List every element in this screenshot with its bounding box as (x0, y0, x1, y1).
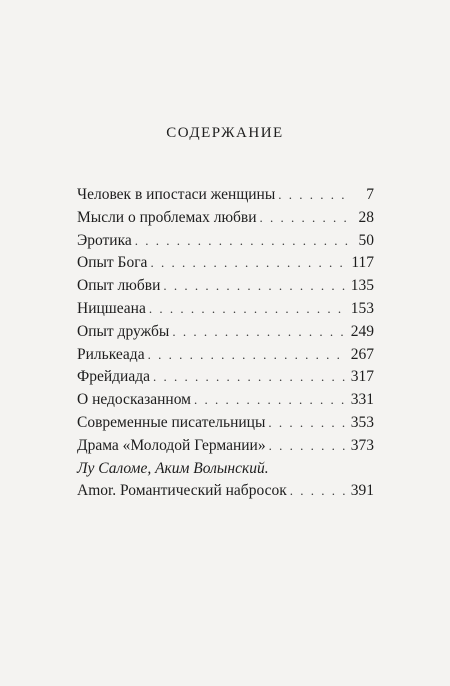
toc-entry (77, 344, 374, 367)
toc-entry-page: 28 (358, 208, 374, 226)
toc-entry-page: 135 (350, 277, 374, 295)
toc-entry-label: Amor. Романтический набросок (77, 482, 287, 500)
dot-leader (153, 366, 347, 389)
toc-entry-label: Человек в ипостаси женщины (77, 186, 276, 203)
toc-entry-page: 267 (350, 345, 374, 363)
dot-leader (148, 344, 347, 367)
toc-entry-page: 391 (350, 482, 374, 500)
toc-entry (77, 366, 374, 389)
toc-entry-label: Мысли о проблемах любви (77, 208, 257, 226)
toc-list (77, 184, 374, 503)
dot-leader (194, 389, 347, 412)
toc-entry (77, 389, 374, 412)
toc-entry (77, 252, 374, 275)
toc-entry-label: Ницшеана (77, 299, 146, 317)
toc-entry-page: 249 (350, 322, 374, 340)
toc-entry-label: Опыт дружбы (77, 322, 170, 340)
dot-leader (278, 184, 348, 207)
toc-entry-label: Опыт Бога (77, 254, 148, 272)
toc-entry (77, 321, 374, 344)
dot-leader (269, 435, 347, 458)
dot-leader (149, 298, 347, 321)
toc-entry (77, 184, 374, 207)
toc-entry-label: О недосказанном (77, 391, 191, 409)
toc-entry-page: 117 (351, 254, 374, 272)
dot-leader (268, 412, 346, 435)
toc-entry-label: Драма «Молодой Германии» (77, 436, 266, 454)
toc-entry (77, 298, 374, 321)
dot-leader (172, 321, 346, 344)
dot-leader (163, 275, 346, 298)
dot-leader (135, 230, 348, 253)
toc-entry-page: 373 (350, 436, 374, 454)
toc-entry (77, 480, 374, 503)
toc-entry-page: 317 (350, 368, 374, 386)
toc-entry-page: 50 (358, 231, 374, 249)
toc-title: содержание (166, 117, 284, 142)
dot-leader (290, 480, 347, 503)
toc-entry (77, 230, 374, 253)
toc-entry-page: 353 (350, 413, 374, 431)
toc-entry (77, 435, 374, 458)
toc-entry-label: Фрейдиада (77, 368, 150, 386)
toc-entry-page: 331 (350, 391, 374, 409)
dot-leader (150, 252, 347, 275)
toc-entry-label: Современные писательницы (77, 413, 266, 431)
toc-entry-page: 7 (366, 186, 374, 203)
toc-entry-label: Эротика (77, 231, 132, 249)
dot-leader (260, 207, 348, 230)
toc-entry-label: Рилькеада (77, 345, 145, 363)
toc-entry-page: 153 (350, 299, 374, 317)
toc-entry (77, 412, 374, 435)
toc-entry-authors: Лу Саломе, Аким Волынский. (77, 459, 269, 477)
toc-entry-label: Опыт любви (77, 277, 161, 295)
toc-entry (77, 207, 374, 230)
toc-entry (77, 275, 374, 298)
